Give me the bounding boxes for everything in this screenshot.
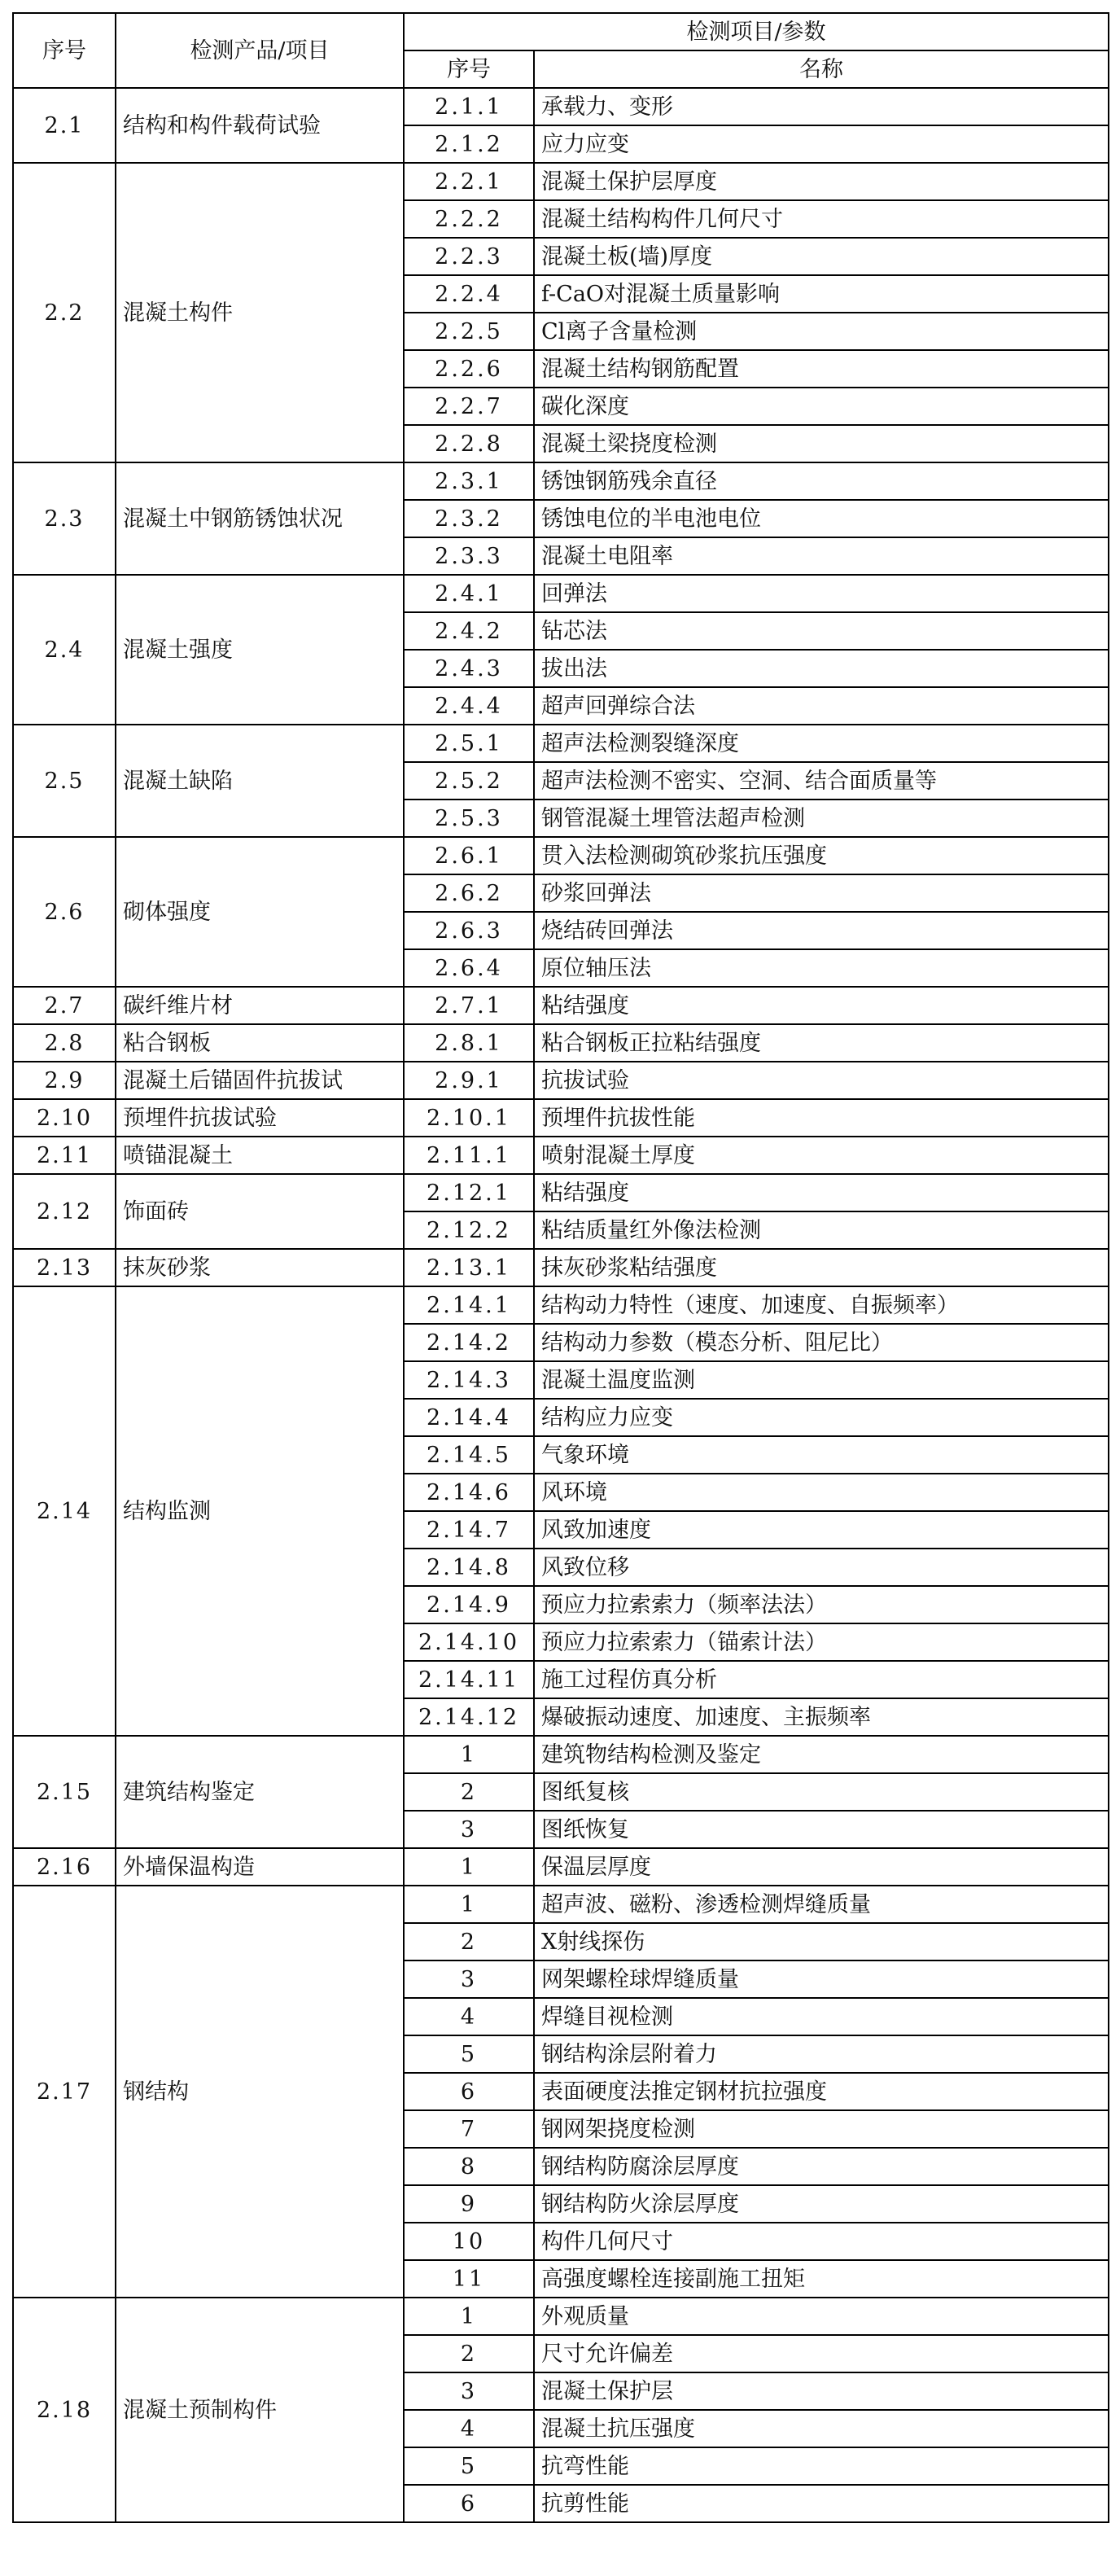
item-seq-cell: 10 <box>404 2223 534 2260</box>
group-seq-cell: 2.11 <box>13 1137 116 1174</box>
table-row <box>13 1174 1109 1211</box>
item-seq-cell: 7 <box>404 2110 534 2148</box>
item-name-cell: 钢网架挠度检测 <box>534 2110 1109 2148</box>
group-product-cell: 钢结构 <box>116 1886 404 2298</box>
item-seq-cell: 2.14.3 <box>404 1361 534 1399</box>
item-seq-cell: 2 <box>404 1923 534 1960</box>
item-seq-cell: 6 <box>404 2485 534 2522</box>
item-seq-cell: 9 <box>404 2185 534 2223</box>
item-seq-cell: 8 <box>404 2148 534 2185</box>
item-seq-cell: 2.6.1 <box>404 837 534 874</box>
item-name-cell: 碳化深度 <box>534 388 1109 425</box>
item-name-cell: 构件几何尺寸 <box>534 2223 1109 2260</box>
item-seq-cell: 1 <box>404 1886 534 1923</box>
table-row <box>13 1286 1109 1324</box>
group-seq-cell: 2.2 <box>13 163 116 462</box>
group-product-cell: 混凝土后锚固件抗拔试 <box>116 1062 404 1099</box>
table-row <box>13 725 1109 762</box>
group-seq-cell: 2.16 <box>13 1848 116 1886</box>
item-name-cell: 锈蚀电位的半电池电位 <box>534 500 1109 537</box>
item-seq-cell: 2.5.3 <box>404 800 534 837</box>
item-seq-cell: 2.1.1 <box>404 88 534 125</box>
item-seq-cell: 2.14.1 <box>404 1286 534 1324</box>
group-product-cell: 喷锚混凝土 <box>116 1137 404 1174</box>
item-name-cell: 混凝土电阻率 <box>534 537 1109 575</box>
item-seq-cell: 5 <box>404 2447 534 2485</box>
item-name-cell: 混凝土保护层厚度 <box>534 163 1109 200</box>
item-seq-cell: 2.6.3 <box>404 912 534 949</box>
group-product-cell: 混凝土强度 <box>116 575 404 725</box>
item-name-cell: 抗剪性能 <box>534 2485 1109 2522</box>
table-row <box>13 1062 1109 1099</box>
item-seq-cell: 2.6.4 <box>404 949 534 987</box>
item-name-cell: 风致位移 <box>534 1549 1109 1586</box>
item-seq-cell: 2.11.1 <box>404 1137 534 1174</box>
item-name-cell: 建筑物结构检测及鉴定 <box>534 1736 1109 1773</box>
item-name-cell: 钢结构涂层附着力 <box>534 2035 1109 2073</box>
item-seq-cell: 2.9.1 <box>404 1062 534 1099</box>
item-name-cell: Cl离子含量检测 <box>534 313 1109 350</box>
item-seq-cell: 4 <box>404 2410 534 2447</box>
inspection-items-table <box>12 12 1109 2523</box>
header-param-group: 检测项目/参数 <box>404 13 1109 50</box>
group-seq-cell: 2.3 <box>13 462 116 575</box>
group-seq-cell: 2.10 <box>13 1099 116 1137</box>
item-seq-cell: 2.14.5 <box>404 1436 534 1474</box>
item-name-cell: 粘结强度 <box>534 1174 1109 1211</box>
item-name-cell: 混凝土结构钢筋配置 <box>534 350 1109 388</box>
item-name-cell: 烧结砖回弹法 <box>534 912 1109 949</box>
item-name-cell: 超声波、磁粉、渗透检测焊缝质量 <box>534 1886 1109 1923</box>
item-name-cell: 焊缝目视检测 <box>534 1998 1109 2035</box>
group-product-cell: 饰面砖 <box>116 1174 404 1249</box>
table-row <box>13 1736 1109 1773</box>
item-seq-cell: 2.14.11 <box>404 1661 534 1698</box>
item-name-cell: 结构动力特性（速度、加速度、自振频率） <box>534 1286 1109 1324</box>
item-seq-cell: 2.12.1 <box>404 1174 534 1211</box>
item-name-cell: 网架螺栓球焊缝质量 <box>534 1960 1109 1998</box>
item-seq-cell: 2.2.3 <box>404 238 534 275</box>
item-seq-cell: 2.1.2 <box>404 125 534 163</box>
item-name-cell: 表面硬度法推定钢材抗拉强度 <box>534 2073 1109 2110</box>
group-product-cell: 粘合钢板 <box>116 1024 404 1062</box>
item-name-cell: 混凝土保护层 <box>534 2372 1109 2410</box>
table-row <box>13 1024 1109 1062</box>
item-name-cell: 超声回弹综合法 <box>534 687 1109 725</box>
item-name-cell: X射线探伤 <box>534 1923 1109 1960</box>
item-seq-cell: 6 <box>404 2073 534 2110</box>
item-name-cell: 粘结强度 <box>534 987 1109 1024</box>
item-seq-cell: 2.2.6 <box>404 350 534 388</box>
item-seq-cell: 2.14.7 <box>404 1511 534 1549</box>
item-name-cell: 粘结质量红外像法检测 <box>534 1211 1109 1249</box>
item-name-cell: 混凝土板(墙)厚度 <box>534 238 1109 275</box>
header-seq: 序号 <box>13 13 116 88</box>
item-name-cell: 承载力、变形 <box>534 88 1109 125</box>
item-seq-cell: 2.14.2 <box>404 1324 534 1361</box>
group-seq-cell: 2.4 <box>13 575 116 725</box>
group-product-cell: 抹灰砂浆 <box>116 1249 404 1286</box>
item-seq-cell: 2.8.1 <box>404 1024 534 1062</box>
group-seq-cell: 2.12 <box>13 1174 116 1249</box>
table-header <box>13 13 1109 88</box>
group-product-cell: 混凝土缺陷 <box>116 725 404 837</box>
item-seq-cell: 2 <box>404 2335 534 2372</box>
item-name-cell: 图纸复核 <box>534 1773 1109 1811</box>
item-seq-cell: 2.14.12 <box>404 1698 534 1736</box>
item-name-cell: f-CaO对混凝土质量影响 <box>534 275 1109 313</box>
item-seq-cell: 5 <box>404 2035 534 2073</box>
item-name-cell: 抗弯性能 <box>534 2447 1109 2485</box>
group-product-cell: 混凝土中钢筋锈蚀状况 <box>116 462 404 575</box>
item-name-cell: 拔出法 <box>534 650 1109 687</box>
item-name-cell: 气象环境 <box>534 1436 1109 1474</box>
group-seq-cell: 2.15 <box>13 1736 116 1848</box>
item-seq-cell: 2.3.2 <box>404 500 534 537</box>
item-name-cell: 原位轴压法 <box>534 949 1109 987</box>
item-seq-cell: 2.12.2 <box>404 1211 534 1249</box>
item-seq-cell: 2.10.1 <box>404 1099 534 1137</box>
item-name-cell: 抹灰砂浆粘结强度 <box>534 1249 1109 1286</box>
item-name-cell: 混凝土抗压强度 <box>534 2410 1109 2447</box>
group-product-cell: 结构和构件载荷试验 <box>116 88 404 163</box>
group-seq-cell: 2.13 <box>13 1249 116 1286</box>
item-seq-cell: 11 <box>404 2260 534 2298</box>
item-name-cell: 预埋件抗拔性能 <box>534 1099 1109 1137</box>
table-row <box>13 987 1109 1024</box>
item-seq-cell: 3 <box>404 1960 534 1998</box>
item-name-cell: 外观质量 <box>534 2298 1109 2335</box>
group-seq-cell: 2.7 <box>13 987 116 1024</box>
item-name-cell: 回弹法 <box>534 575 1109 612</box>
item-seq-cell: 2.14.6 <box>404 1474 534 1511</box>
item-seq-cell: 1 <box>404 1848 534 1886</box>
group-product-cell: 外墙保温构造 <box>116 1848 404 1886</box>
table-row <box>13 88 1109 125</box>
item-seq-cell: 2.14.9 <box>404 1586 534 1623</box>
item-name-cell: 尺寸允许偏差 <box>534 2335 1109 2372</box>
group-seq-cell: 2.14 <box>13 1286 116 1736</box>
group-seq-cell: 2.9 <box>13 1062 116 1099</box>
group-product-cell: 混凝土预制构件 <box>116 2298 404 2522</box>
table-row <box>13 1848 1109 1886</box>
item-name-cell: 高强度螺栓连接副施工扭矩 <box>534 2260 1109 2298</box>
item-name-cell: 贯入法检测砌筑砂浆抗压强度 <box>534 837 1109 874</box>
item-seq-cell: 2.14.4 <box>404 1399 534 1436</box>
item-name-cell: 抗拔试验 <box>534 1062 1109 1099</box>
item-name-cell: 图纸恢复 <box>534 1811 1109 1848</box>
table-row <box>13 575 1109 612</box>
group-product-cell: 砌体强度 <box>116 837 404 987</box>
item-name-cell: 喷射混凝土厚度 <box>534 1137 1109 1174</box>
table-row <box>13 2298 1109 2335</box>
item-name-cell: 混凝土梁挠度检测 <box>534 425 1109 462</box>
item-seq-cell: 2.2.8 <box>404 425 534 462</box>
item-seq-cell: 2.3.1 <box>404 462 534 500</box>
header-param-name: 名称 <box>534 50 1109 88</box>
item-name-cell: 超声法检测不密实、空洞、结合面质量等 <box>534 762 1109 800</box>
item-seq-cell: 2.7.1 <box>404 987 534 1024</box>
item-name-cell: 混凝土温度监测 <box>534 1361 1109 1399</box>
item-name-cell: 结构动力参数（模态分析、阻尼比） <box>534 1324 1109 1361</box>
item-name-cell: 钻芯法 <box>534 612 1109 650</box>
item-seq-cell: 3 <box>404 1811 534 1848</box>
item-seq-cell: 2.13.1 <box>404 1249 534 1286</box>
item-seq-cell: 2.2.1 <box>404 163 534 200</box>
group-product-cell: 混凝土构件 <box>116 163 404 462</box>
item-seq-cell: 2.2.4 <box>404 275 534 313</box>
table-body <box>13 88 1109 2522</box>
item-name-cell: 风致加速度 <box>534 1511 1109 1549</box>
item-name-cell: 爆破振动速度、加速度、主振频率 <box>534 1698 1109 1736</box>
group-seq-cell: 2.5 <box>13 725 116 837</box>
item-name-cell: 锈蚀钢筋残余直径 <box>534 462 1109 500</box>
item-seq-cell: 2.2.7 <box>404 388 534 425</box>
group-seq-cell: 2.18 <box>13 2298 116 2522</box>
item-seq-cell: 2.5.2 <box>404 762 534 800</box>
table-row <box>13 462 1109 500</box>
item-name-cell: 混凝土结构构件几何尺寸 <box>534 200 1109 238</box>
group-seq-cell: 2.6 <box>13 837 116 987</box>
item-name-cell: 结构应力应变 <box>534 1399 1109 1436</box>
group-seq-cell: 2.8 <box>13 1024 116 1062</box>
item-seq-cell: 2.2.5 <box>404 313 534 350</box>
item-seq-cell: 1 <box>404 1736 534 1773</box>
item-seq-cell: 2.4.3 <box>404 650 534 687</box>
item-name-cell: 施工过程仿真分析 <box>534 1661 1109 1698</box>
item-seq-cell: 2.14.8 <box>404 1549 534 1586</box>
item-name-cell: 预应力拉索索力（锚索计法） <box>534 1623 1109 1661</box>
item-name-cell: 超声法检测裂缝深度 <box>534 725 1109 762</box>
item-name-cell: 粘合钢板正拉粘结强度 <box>534 1024 1109 1062</box>
item-seq-cell: 2.4.1 <box>404 575 534 612</box>
item-seq-cell: 4 <box>404 1998 534 2035</box>
item-seq-cell: 1 <box>404 2298 534 2335</box>
item-name-cell: 应力应变 <box>534 125 1109 163</box>
group-seq-cell: 2.1 <box>13 88 116 163</box>
item-name-cell: 钢结构防腐涂层厚度 <box>534 2148 1109 2185</box>
item-name-cell: 钢管混凝土埋管法超声检测 <box>534 800 1109 837</box>
group-product-cell: 碳纤维片材 <box>116 987 404 1024</box>
group-product-cell: 预埋件抗拔试验 <box>116 1099 404 1137</box>
item-name-cell: 钢结构防火涂层厚度 <box>534 2185 1109 2223</box>
item-seq-cell: 2 <box>404 1773 534 1811</box>
item-seq-cell: 2.6.2 <box>404 874 534 912</box>
table-row <box>13 163 1109 200</box>
group-product-cell: 建筑结构鉴定 <box>116 1736 404 1848</box>
table-row <box>13 1099 1109 1137</box>
item-name-cell: 风环境 <box>534 1474 1109 1511</box>
item-seq-cell: 2.2.2 <box>404 200 534 238</box>
item-seq-cell: 2.4.4 <box>404 687 534 725</box>
item-seq-cell: 2.3.3 <box>404 537 534 575</box>
group-product-cell: 结构监测 <box>116 1286 404 1736</box>
item-name-cell: 保温层厚度 <box>534 1848 1109 1886</box>
item-seq-cell: 2.5.1 <box>404 725 534 762</box>
item-seq-cell: 2.14.10 <box>404 1623 534 1661</box>
table-row <box>13 1249 1109 1286</box>
table-row <box>13 1886 1109 1923</box>
table-row <box>13 1137 1109 1174</box>
item-name-cell: 砂浆回弹法 <box>534 874 1109 912</box>
group-seq-cell: 2.17 <box>13 1886 116 2298</box>
header-product: 检测产品/项目 <box>116 13 404 88</box>
header-param-seq: 序号 <box>404 50 534 88</box>
item-seq-cell: 2.4.2 <box>404 612 534 650</box>
item-seq-cell: 3 <box>404 2372 534 2410</box>
table-row <box>13 837 1109 874</box>
item-name-cell: 预应力拉索索力（频率法法） <box>534 1586 1109 1623</box>
